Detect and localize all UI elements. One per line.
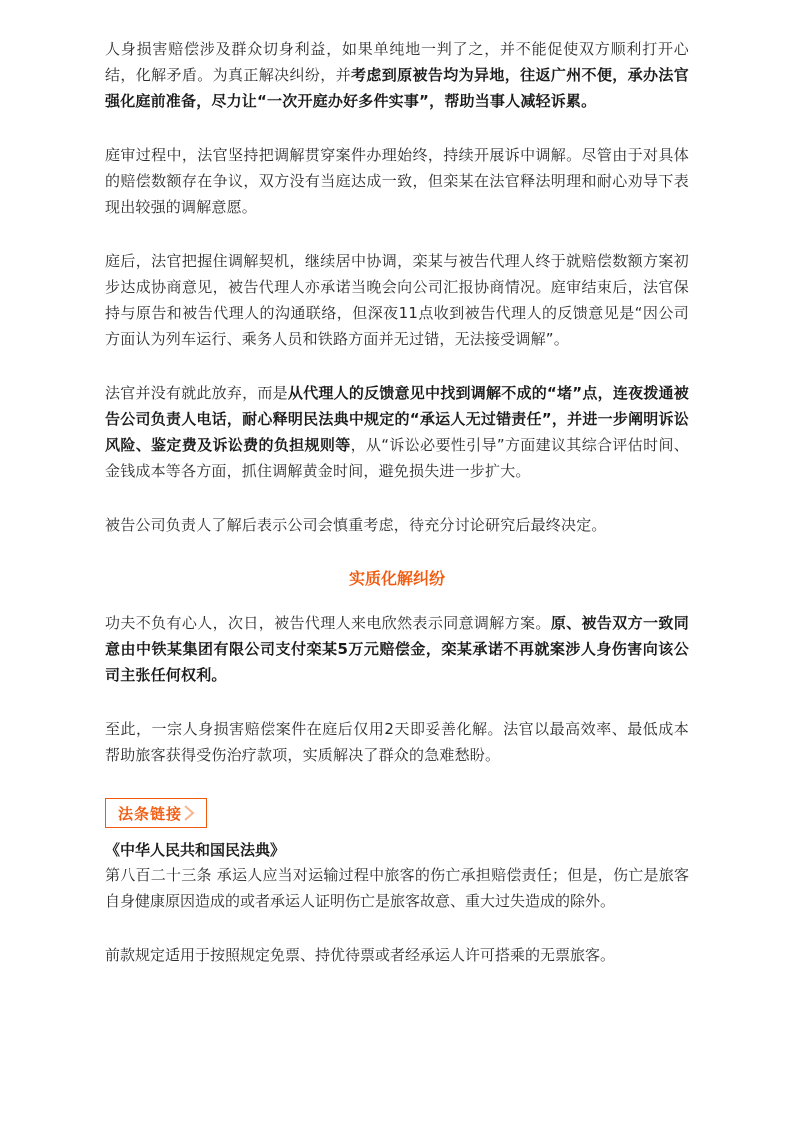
law-link-label: 法条链接 [118,804,183,823]
law-title: 《中华人民共和国民法典》 [105,841,286,859]
text: 人身损害赔偿涉及群众切身利益，如果单纯地一判了之，并不能促使双方顺利打开心结，化解矛盾。为真正解决纠纷，并 [105,40,689,84]
paragraph-group-2 [105,610,689,768]
bold-text: 原、被告双方一致同意由中铁某集团有限公司支付栾某5万元赔偿金，栾某承诺不再就案涉人身伤害向该公司主张任何权利。 [105,614,689,684]
paragraph [105,142,689,220]
law-link-box [105,798,207,828]
text: 庭审过程中，法官坚持把调解贯穿案件办理始终，持续开展诉中调解。尽管由于对具体的赔偿数额存在争议，双方没有当庭达成一致，但栾某在法官释法明理和耐心劝导下表现出较强的调解意愿。 [105,146,689,216]
paragraph-group-1 [105,36,689,538]
text: 庭后，法官把握住调解契机，继续居中协调，栾某与被告代理人终于就赔偿数额方案初步达成协商意见，被告代理人亦承诺当晚会向公司汇报协商情况。庭审结束后，法官保持与原告和被告代理人的沟通联络，但深夜11点收到被告代理人的反馈意见是“因公司方面认为列车运行、乘务人员和铁路方面并无过错，无法接受调解”。 [105,252,689,348]
paragraph [105,380,689,484]
text: 至此，一宗人身损害赔偿案件在庭后仅用2天即妥善化解。法官以最高效率、最低成本帮助旅客获得受伤治疗款项，实质解决了群众的急难愁盼。 [105,720,689,764]
text: 被告公司负责人了解后表示公司会慎重考虑，待充分讨论研究后最终决定。 [105,516,607,534]
text: 功夫不负有心人，次日，被告代理人来电欣然表示同意调解方案。 [105,614,551,632]
text: ，从“诉讼必要性引导”方面建议其综合评估时间、金钱成本等各方面，抓住调解黄金时间，避免损失进一步扩大。 [105,436,689,480]
chevron-right-icon [182,804,196,822]
paragraph [105,248,689,352]
paragraph [105,610,689,688]
paragraph [105,36,689,114]
article-body [105,36,689,996]
text: 法官并没有就此放弃，而是 [105,384,288,402]
law-article: 第八百二十三条 承运人应当对运输过程中旅客的伤亡承担赔偿责任；但是，伤亡是旅客自身健康原因造成的或者承运人证明伤亡是旅客故意、重大过失造成的除外。 [105,866,689,910]
section-title: 实质化解纠纷 [348,569,445,588]
bold-text: 考虑到原被告均为异地，往返广州不便，承办法官强化庭前准备，尽力让“一次开庭办好多件实事”，帮助当事人减轻诉累。 [105,66,689,110]
paragraph [105,512,689,538]
bold-text: 从代理人的反馈意见中找到调解不成的“堵”点，连夜拨通被告公司负责人电话，耐心释明民法典中规定的“承运人无过错责任”，并进一步阐明诉讼风险、鉴定费及诉讼费的负担规则等 [105,384,689,454]
paragraph [105,716,689,768]
law-article-2: 前款规定适用于按照规定免票、持优待票或者经承运人许可搭乘的无票旅客。 [105,946,616,964]
